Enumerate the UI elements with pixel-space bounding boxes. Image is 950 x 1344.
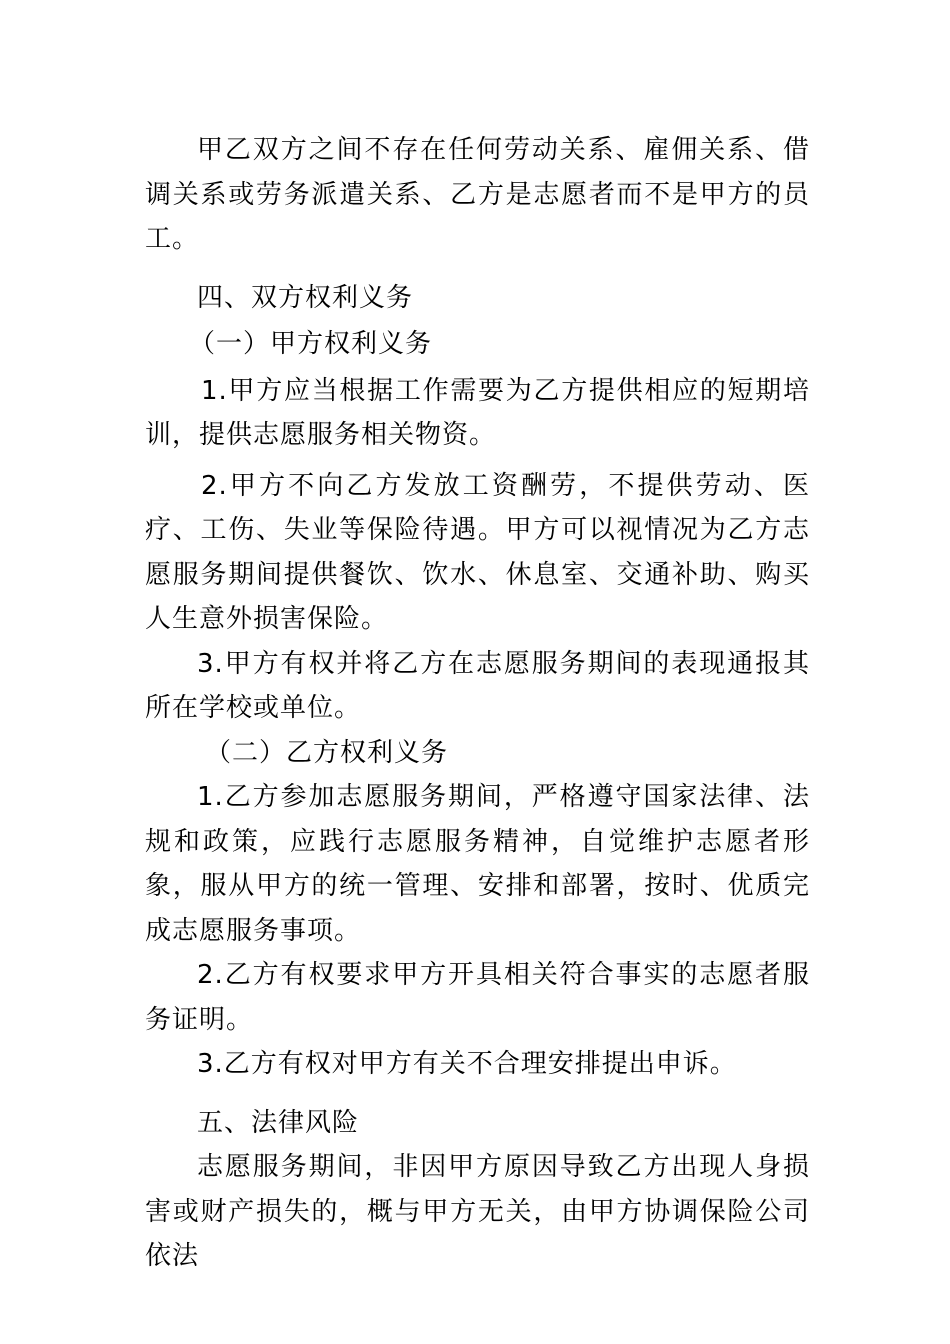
subheading-party-a: （一）甲方权利义务	[189, 329, 433, 359]
heading-legal-risk: 五、法律风险	[197, 1107, 360, 1138]
document-body	[145, 128, 810, 1279]
paragraph-party-a-item-3: 3.甲方有权并将乙方在志愿服务期间的表现通报其所在学校或单位。	[145, 648, 810, 723]
paragraph-party-a-item-1: 1.甲方应当根据工作需要为乙方提供相应的短期培训，提供志愿服务相关物资。	[145, 375, 810, 450]
paragraph-party-b-item-3: 3.乙方有权对甲方有关不合理安排提出申诉。	[197, 1049, 737, 1079]
paragraph-party-a-item-2: 2.甲方不向乙方发放工资酬劳，不提供劳动、医疗、工伤、失业等保险待遇。甲方可以视情况为乙方志愿服务期间提供餐饮、饮水、休息室、交通补助、购买人生意外损害保险。	[145, 470, 810, 634]
paragraph-party-b-item-1: 1.乙方参加志愿服务期间，严格遵守国家法律、法规和政策，应践行志愿服务精神，自觉维护志愿者形象，服从甲方的统一管理、安排和部署，按时、优质完成志愿服务事项。	[145, 782, 810, 946]
paragraph-legal-risk: 志愿服务期间，非因甲方原因导致乙方出现人身损害或财产损失的，概与甲方无关，由甲方协调保险公司依法	[145, 1152, 810, 1271]
heading-rights-obligations: 四、双方权利义务	[197, 282, 414, 313]
paragraph-party-b-item-2: 2.乙方有权要求甲方开具相关符合事实的志愿者服务证明。	[145, 960, 810, 1035]
subheading-party-b: （二）乙方权利义务	[205, 737, 449, 768]
paragraph-relationship: 甲乙双方之间不存在任何劳动关系、雇佣关系、借调关系或劳务派遣关系、乙方是志愿者而不是甲方的员工。	[145, 135, 810, 254]
